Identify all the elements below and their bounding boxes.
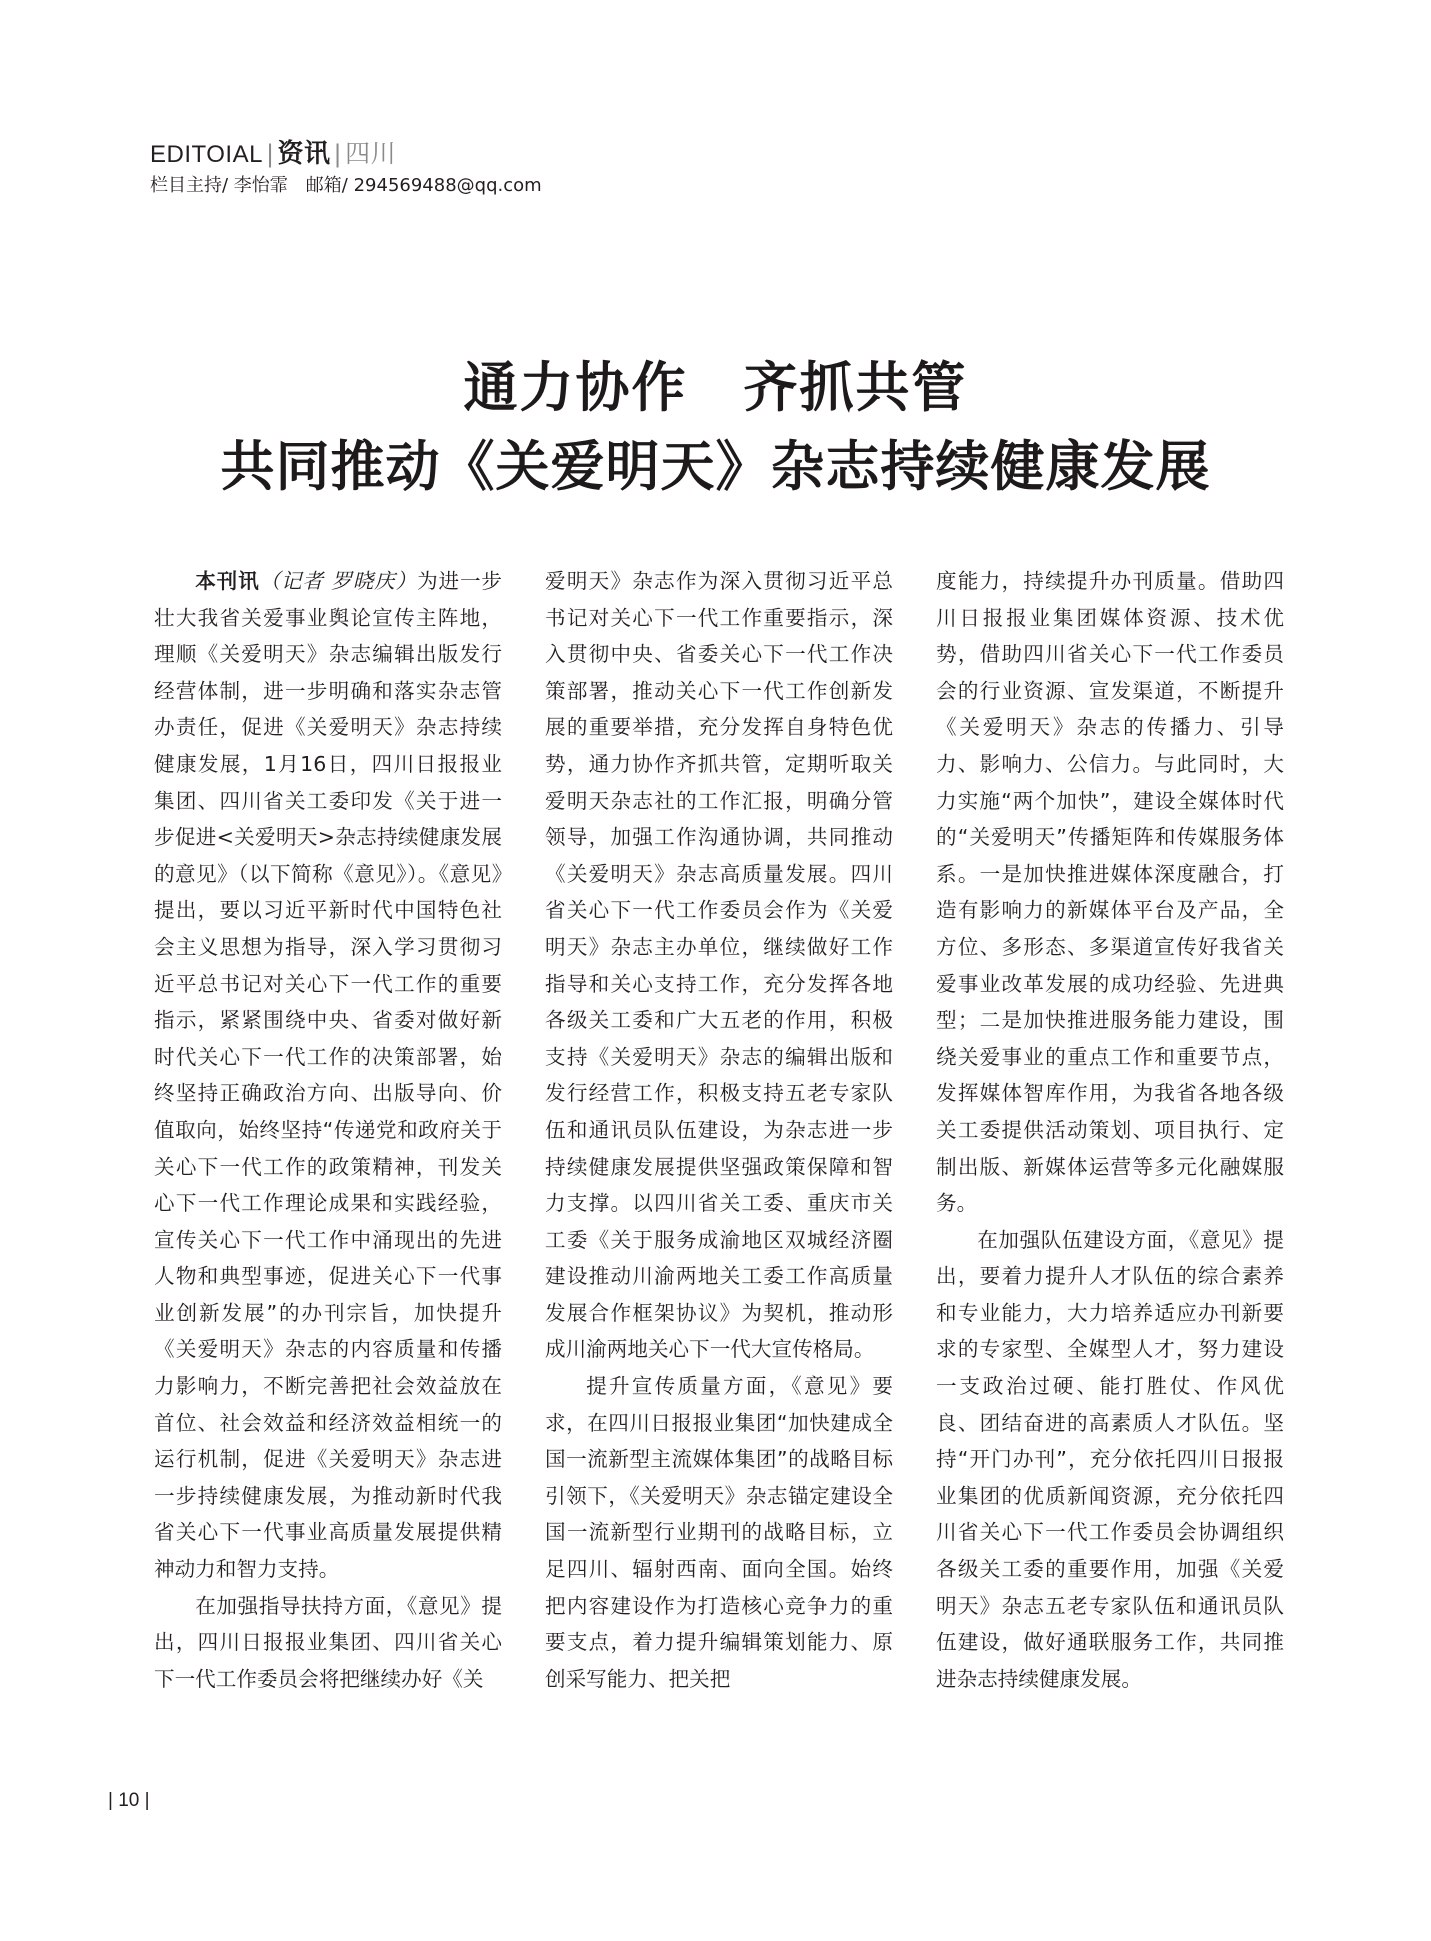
column-editor: 栏目主持/ 李怡霏 bbox=[150, 175, 288, 196]
byline-lead: 本刊讯 bbox=[195, 569, 260, 593]
separator: | bbox=[265, 140, 275, 168]
byline-reporter: （记者 罗晓庆） bbox=[259, 569, 418, 593]
paragraph-text: 为进一步壮大我省关爱事业舆论宣传主阵地，理顺《关爱明天》杂志编辑出版发行经营体制，进一步明确和落实杂志管办责任，促进《关爱明天》杂志持续健康发展，1月16日，四川日报报业集团、四川省关工委印发《关于进一步促进<关爱明天>杂志持续健康发展的意见》（以下简称《意见》）。《意见》提出，要以习近平新时代中国特色社会主义思想为指导，深入学习贯彻习近平总书记对关心下一代工作的重要指示，紧紧围绕中央、省委对做好新时代关心下一代工作的决策部署，始终坚持正确政治方向、出版导向、价值取向，始终坚持“传递党和政府关于关心下一代工作的政策精神，刊发关心下一代工作理论成果和实践经验，宣传关心下一代工作中涌现出的先进人物和典型事迹，促进关心下一代事业创新发展”的办刊宗旨，加快提升《关爱明天》杂志的内容质量和传播力影响力，不断完善把社会效益放在首位、社会效益和经济效益相统一的运行机制，促进《关爱明天》杂志进一步持续健康发展，为推动新时代我省关心下一代事业高质量发展提供精神动力和智力支持。 bbox=[154, 569, 503, 1582]
page-number: | 10 | bbox=[108, 1790, 150, 1811]
separator: | bbox=[333, 140, 343, 168]
paragraph bbox=[154, 563, 502, 1588]
paragraph: 提升宣传质量方面，《意见》要求，在四川日报报业集团“加快建成全国一流新型主流媒体集团”的战略目标引领下，《关爱明天》杂志锚定建设全国一流新型行业期刊的战略目标，立足四川、辐射西南、面向全国。始终把内容建设作为打造核心竞争力的重要支点，着力提升编辑策划能力、原创采写能力、把关把 bbox=[545, 1374, 893, 1691]
paragraph: 在加强指导扶持方面，《意见》提出，四川日报报业集团、四川省关心下一代工作委员会将把继续办好《关 bbox=[154, 1593, 502, 1691]
article-title-line1: 通力协作 齐抓共管 bbox=[463, 355, 968, 419]
article-column-2 bbox=[545, 563, 893, 1697]
paragraph: 爱明天》杂志作为深入贯彻习近平总书记对关心下一代工作重要指示，深入贯彻中央、省委关心下一代工作决策部署，推动关心下一代工作创新发展的重要举措，充分发挥自身特色优势，通力协作齐抓共管，定期听取关爱明天杂志社的工作汇报，明确分管领导，加强工作沟通协调，共同推动《关爱明天》杂志高质量发展。四川省关心下一代工作委员会作为《关爱明天》杂志主办单位，继续做好工作指导和关心支持工作，充分发挥各地各级关工委和广大五老的作用，积极支持《关爱明天》杂志的编辑出版和发行经营工作，积极支持五老专家队伍和通讯员队伍建设，为杂志进一步持续健康发展提供坚强政策保障和智力支撑。以四川省关工委、重庆市关工委《关于服务成渝地区双城经济圈建设推动川渝两地关工委工作高质量发展合作框架协议》为契机，推动形成川渝两地关心下一代大宣传格局。 bbox=[545, 569, 893, 1362]
section-title bbox=[150, 138, 542, 171]
article-column-3 bbox=[936, 563, 1284, 1697]
paragraph: 在加强队伍建设方面，《意见》提出，要着力提升人才队伍的综合素养和专业能力，大力培养适应办刊新要求的专家型、全媒型人才，努力建设一支政治过硬、能打胜仗、作风优良、团结奋进的高素质人才队伍。坚持“开门办刊”，充分依托四川日报报业集团的优质新闻资源，充分依托四川省关心下一代工作委员会协调组织各级关工委的重要作用，加强《关爱明天》杂志五老专家队伍和通讯员队伍建设，做好通联服务工作，共同推进杂志持续健康发展。 bbox=[936, 1227, 1284, 1691]
column-email: 邮箱/ 294569488@qq.com bbox=[305, 175, 542, 196]
section-region: 四川 bbox=[345, 139, 397, 168]
column-credits bbox=[150, 173, 542, 199]
article-column-1 bbox=[154, 563, 502, 1697]
section-name-zh: 资讯 bbox=[277, 139, 331, 169]
article-title-line2: 共同推动《关爱明天》杂志持续健康发展 bbox=[220, 434, 1211, 498]
section-header bbox=[150, 138, 542, 199]
paragraph: 度能力，持续提升办刊质量。借助四川日报报业集团媒体资源、技术优势，借助四川省关心下一代工作委员会的行业资源、宣发渠道，不断提升《关爱明天》杂志的传播力、引导力、影响力、公信力。与此同时，大力实施“两个加快”，建设全媒体时代的“关爱明天”传播矩阵和传媒服务体系。一是加快推进媒体深度融合，打造有影响力的新媒体平台及产品，全方位、多形态、多渠道宣传好我省关爱事业改革发展的成功经验、先进典型；二是加快推进服务能力建设，围绕关爱事业的重点工作和重要节点，发挥媒体智库作用，为我省各地各级关工委提供活动策划、项目执行、定制出版、新媒体运营等多元化融媒服务。 bbox=[936, 569, 1284, 1216]
section-name-en: EDITOIAL bbox=[150, 141, 263, 168]
